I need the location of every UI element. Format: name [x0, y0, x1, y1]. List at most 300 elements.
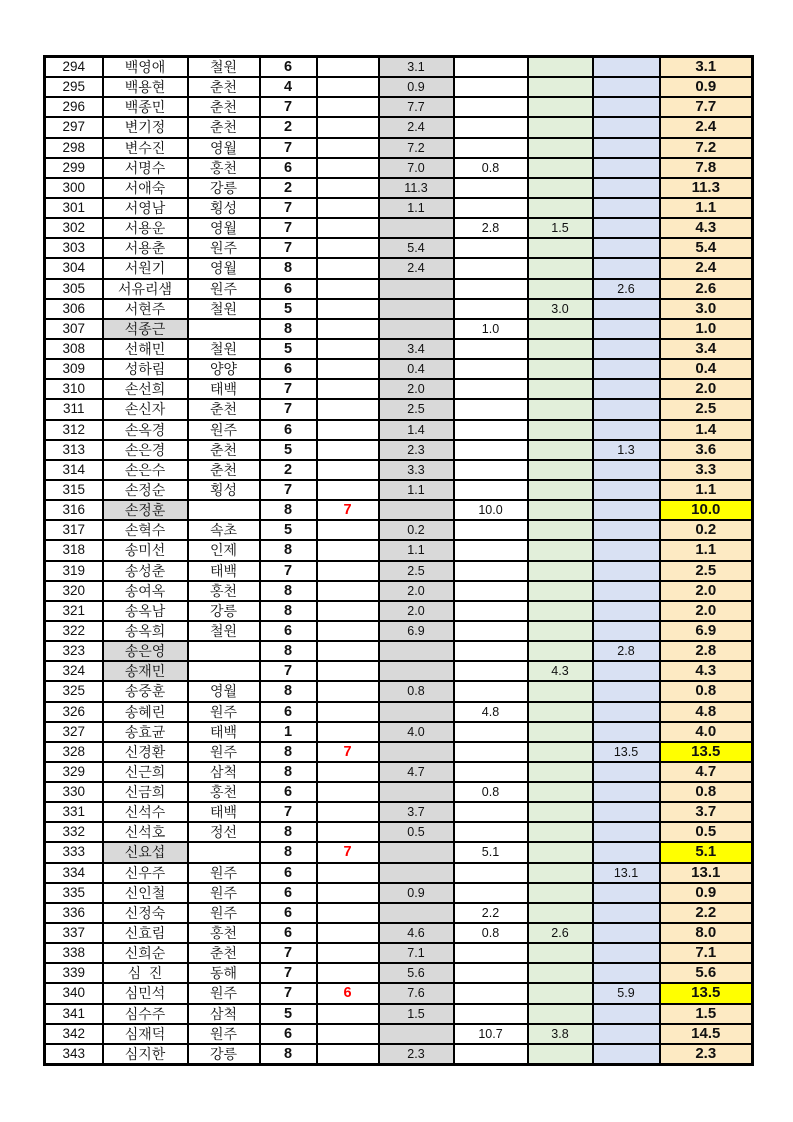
cell-region: 춘천 — [188, 943, 260, 963]
table-row — [45, 77, 753, 97]
cell-grade: 5 — [260, 1004, 317, 1024]
cell-region: 철원 — [188, 339, 260, 359]
cell-total: 1.0 — [660, 319, 753, 339]
cell-score-b — [454, 561, 528, 581]
cell-region: 횡성 — [188, 480, 260, 500]
cell-score-d: 1.3 — [593, 440, 660, 460]
cell-total: 2.0 — [660, 379, 753, 399]
cell-score-a — [379, 299, 454, 319]
cell-score-a — [379, 319, 454, 339]
cell-name: 서명수 — [103, 158, 188, 178]
cell-score-b — [454, 601, 528, 621]
table-row — [45, 681, 753, 701]
cell-score-b — [454, 399, 528, 419]
cell-no: 300 — [45, 178, 103, 198]
cell-name: 백영애 — [103, 57, 188, 78]
cell-no: 306 — [45, 299, 103, 319]
cell-score-d — [593, 77, 660, 97]
cell-grade: 8 — [260, 641, 317, 661]
cell-no: 317 — [45, 520, 103, 540]
cell-name: 신근희 — [103, 762, 188, 782]
cell-name: 신정숙 — [103, 903, 188, 923]
cell-red-score — [317, 440, 379, 460]
cell-score-b — [454, 742, 528, 762]
table-row — [45, 943, 753, 963]
cell-region: 횡성 — [188, 198, 260, 218]
cell-score-a: 4.6 — [379, 923, 454, 943]
cell-region: 원주 — [188, 903, 260, 923]
cell-name: 성하림 — [103, 359, 188, 379]
cell-red-score — [317, 641, 379, 661]
table-row — [45, 561, 753, 581]
cell-score-a — [379, 279, 454, 299]
cell-no: 336 — [45, 903, 103, 923]
cell-red-score — [317, 581, 379, 601]
cell-grade: 8 — [260, 822, 317, 842]
cell-score-a — [379, 742, 454, 762]
cell-score-b — [454, 480, 528, 500]
cell-region: 원주 — [188, 883, 260, 903]
cell-score-b — [454, 440, 528, 460]
cell-name: 손은수 — [103, 460, 188, 480]
cell-red-score — [317, 943, 379, 963]
table-row — [45, 1004, 753, 1024]
table-row — [45, 540, 753, 560]
cell-name: 송옥희 — [103, 621, 188, 641]
cell-red-score — [317, 722, 379, 742]
cell-total: 5.4 — [660, 238, 753, 258]
table-row — [45, 963, 753, 983]
cell-grade: 6 — [260, 420, 317, 440]
cell-no: 322 — [45, 621, 103, 641]
cell-no: 309 — [45, 359, 103, 379]
cell-total: 0.9 — [660, 883, 753, 903]
cell-score-a: 0.9 — [379, 883, 454, 903]
cell-score-c — [528, 762, 593, 782]
cell-score-c — [528, 480, 593, 500]
cell-no: 316 — [45, 500, 103, 520]
cell-score-c — [528, 702, 593, 722]
cell-score-a — [379, 661, 454, 681]
cell-score-d — [593, 1044, 660, 1065]
cell-score-c — [528, 178, 593, 198]
table-row — [45, 138, 753, 158]
cell-score-d — [593, 420, 660, 440]
cell-grade: 6 — [260, 1024, 317, 1044]
cell-name: 석종근 — [103, 319, 188, 339]
cell-name: 송여옥 — [103, 581, 188, 601]
cell-grade: 6 — [260, 621, 317, 641]
cell-score-c — [528, 601, 593, 621]
cell-region: 정선 — [188, 822, 260, 842]
cell-total: 7.2 — [660, 138, 753, 158]
cell-no: 329 — [45, 762, 103, 782]
cell-score-c — [528, 238, 593, 258]
cell-score-d — [593, 238, 660, 258]
table-row — [45, 1044, 753, 1065]
cell-grade: 6 — [260, 57, 317, 78]
cell-red-score — [317, 762, 379, 782]
cell-score-b: 2.2 — [454, 903, 528, 923]
cell-no: 310 — [45, 379, 103, 399]
cell-no: 333 — [45, 842, 103, 862]
cell-region: 홍천 — [188, 158, 260, 178]
cell-score-a — [379, 842, 454, 862]
table-row — [45, 983, 753, 1003]
cell-score-a: 2.4 — [379, 117, 454, 137]
cell-red-score — [317, 883, 379, 903]
cell-grade: 8 — [260, 319, 317, 339]
cell-score-d — [593, 661, 660, 681]
cell-score-a: 0.8 — [379, 681, 454, 701]
cell-red-score — [317, 923, 379, 943]
cell-score-b — [454, 238, 528, 258]
table-row — [45, 863, 753, 883]
cell-score-a: 1.1 — [379, 198, 454, 218]
cell-name: 송중훈 — [103, 681, 188, 701]
cell-total: 13.1 — [660, 863, 753, 883]
cell-name: 손선희 — [103, 379, 188, 399]
cell-grade: 8 — [260, 258, 317, 278]
cell-name: 심지한 — [103, 1044, 188, 1065]
cell-total: 7.1 — [660, 943, 753, 963]
cell-no: 337 — [45, 923, 103, 943]
cell-score-b: 10.7 — [454, 1024, 528, 1044]
cell-score-d: 2.6 — [593, 279, 660, 299]
table-row — [45, 520, 753, 540]
cell-score-b — [454, 1044, 528, 1065]
cell-total: 4.0 — [660, 722, 753, 742]
cell-region: 철원 — [188, 57, 260, 78]
cell-score-d — [593, 540, 660, 560]
cell-total: 2.5 — [660, 399, 753, 419]
cell-red-score: 7 — [317, 842, 379, 862]
cell-score-b — [454, 983, 528, 1003]
cell-region: 홍천 — [188, 923, 260, 943]
cell-score-b: 0.8 — [454, 923, 528, 943]
table-row — [45, 702, 753, 722]
cell-score-d — [593, 460, 660, 480]
cell-score-c — [528, 440, 593, 460]
cell-score-b — [454, 681, 528, 701]
cell-score-a: 2.0 — [379, 581, 454, 601]
table-row — [45, 218, 753, 238]
table-row — [45, 158, 753, 178]
cell-score-c — [528, 641, 593, 661]
cell-red-score — [317, 198, 379, 218]
cell-grade: 8 — [260, 601, 317, 621]
cell-score-b — [454, 540, 528, 560]
cell-name: 신인철 — [103, 883, 188, 903]
cell-region: 홍천 — [188, 581, 260, 601]
cell-score-c — [528, 198, 593, 218]
cell-red-score: 6 — [317, 983, 379, 1003]
cell-grade: 5 — [260, 520, 317, 540]
cell-region: 춘천 — [188, 117, 260, 137]
cell-region — [188, 842, 260, 862]
cell-grade: 7 — [260, 661, 317, 681]
cell-score-b: 10.0 — [454, 500, 528, 520]
cell-red-score — [317, 158, 379, 178]
cell-red-score — [317, 138, 379, 158]
cell-red-score — [317, 379, 379, 399]
cell-no: 320 — [45, 581, 103, 601]
cell-name: 선해민 — [103, 339, 188, 359]
cell-name: 손정훈 — [103, 500, 188, 520]
cell-name: 신우주 — [103, 863, 188, 883]
cell-score-a: 5.4 — [379, 238, 454, 258]
cell-name: 송은영 — [103, 641, 188, 661]
cell-score-b — [454, 178, 528, 198]
cell-total: 2.4 — [660, 117, 753, 137]
cell-score-a: 7.2 — [379, 138, 454, 158]
cell-no: 308 — [45, 339, 103, 359]
cell-region: 강릉 — [188, 1044, 260, 1065]
cell-total: 6.9 — [660, 621, 753, 641]
cell-name: 서애숙 — [103, 178, 188, 198]
table-row — [45, 923, 753, 943]
cell-no: 304 — [45, 258, 103, 278]
cell-score-b — [454, 460, 528, 480]
cell-score-b — [454, 57, 528, 78]
cell-score-d — [593, 97, 660, 117]
cell-score-a — [379, 782, 454, 802]
cell-score-a: 0.2 — [379, 520, 454, 540]
table-row — [45, 359, 753, 379]
cell-name: 심재덕 — [103, 1024, 188, 1044]
cell-score-c — [528, 359, 593, 379]
cell-score-c — [528, 903, 593, 923]
cell-total: 2.5 — [660, 561, 753, 581]
cell-score-b — [454, 863, 528, 883]
cell-score-c — [528, 983, 593, 1003]
cell-score-d: 13.5 — [593, 742, 660, 762]
cell-score-b — [454, 943, 528, 963]
cell-no: 328 — [45, 742, 103, 762]
cell-score-c: 3.0 — [528, 299, 593, 319]
cell-total: 8.0 — [660, 923, 753, 943]
cell-score-c — [528, 802, 593, 822]
cell-score-a: 1.1 — [379, 540, 454, 560]
cell-red-score — [317, 97, 379, 117]
table-row — [45, 238, 753, 258]
cell-region: 영월 — [188, 138, 260, 158]
cell-score-b — [454, 279, 528, 299]
cell-score-d — [593, 681, 660, 701]
cell-red-score — [317, 57, 379, 78]
cell-score-a — [379, 863, 454, 883]
cell-red-score: 7 — [317, 742, 379, 762]
cell-grade: 6 — [260, 883, 317, 903]
cell-score-a: 7.0 — [379, 158, 454, 178]
cell-score-d: 2.8 — [593, 641, 660, 661]
table-row — [45, 178, 753, 198]
cell-total: 1.1 — [660, 480, 753, 500]
cell-score-b — [454, 97, 528, 117]
cell-red-score — [317, 863, 379, 883]
cell-region: 원주 — [188, 863, 260, 883]
cell-total: 0.8 — [660, 782, 753, 802]
cell-score-b — [454, 379, 528, 399]
cell-name: 신희순 — [103, 943, 188, 963]
cell-total: 0.4 — [660, 359, 753, 379]
cell-score-a: 11.3 — [379, 178, 454, 198]
table-row — [45, 258, 753, 278]
cell-no: 341 — [45, 1004, 103, 1024]
cell-name: 심민석 — [103, 983, 188, 1003]
cell-score-b — [454, 520, 528, 540]
cell-score-c — [528, 379, 593, 399]
cell-grade: 8 — [260, 762, 317, 782]
cell-no: 323 — [45, 641, 103, 661]
cell-region: 원주 — [188, 279, 260, 299]
cell-total: 4.8 — [660, 702, 753, 722]
cell-red-score — [317, 359, 379, 379]
cell-grade: 7 — [260, 943, 317, 963]
cell-name: 서용운 — [103, 218, 188, 238]
cell-name: 백용현 — [103, 77, 188, 97]
cell-no: 312 — [45, 420, 103, 440]
cell-region: 원주 — [188, 983, 260, 1003]
cell-score-d — [593, 480, 660, 500]
cell-no: 326 — [45, 702, 103, 722]
cell-score-b — [454, 883, 528, 903]
cell-grade: 4 — [260, 77, 317, 97]
cell-score-c — [528, 420, 593, 440]
cell-name: 손신자 — [103, 399, 188, 419]
cell-score-c — [528, 561, 593, 581]
cell-name: 서용춘 — [103, 238, 188, 258]
cell-total: 2.6 — [660, 279, 753, 299]
cell-score-d — [593, 258, 660, 278]
cell-region: 영월 — [188, 681, 260, 701]
cell-grade: 8 — [260, 500, 317, 520]
cell-name: 서현주 — [103, 299, 188, 319]
cell-region: 원주 — [188, 238, 260, 258]
table-row — [45, 822, 753, 842]
cell-total: 7.7 — [660, 97, 753, 117]
cell-grade: 7 — [260, 561, 317, 581]
cell-name: 변수진 — [103, 138, 188, 158]
cell-score-d — [593, 581, 660, 601]
cell-score-a: 1.1 — [379, 480, 454, 500]
cell-red-score — [317, 520, 379, 540]
cell-total: 2.2 — [660, 903, 753, 923]
cell-score-b: 4.8 — [454, 702, 528, 722]
table-row — [45, 279, 753, 299]
cell-score-a: 4.0 — [379, 722, 454, 742]
cell-region: 영월 — [188, 218, 260, 238]
cell-score-c — [528, 77, 593, 97]
cell-no: 342 — [45, 1024, 103, 1044]
cell-total: 0.8 — [660, 681, 753, 701]
table-row — [45, 198, 753, 218]
table-row — [45, 460, 753, 480]
cell-score-d — [593, 601, 660, 621]
cell-score-a: 2.0 — [379, 601, 454, 621]
cell-grade: 6 — [260, 158, 317, 178]
cell-name: 손혁수 — [103, 520, 188, 540]
cell-no: 302 — [45, 218, 103, 238]
cell-name: 송효균 — [103, 722, 188, 742]
cell-region: 인제 — [188, 540, 260, 560]
cell-score-d — [593, 822, 660, 842]
cell-region: 춘천 — [188, 460, 260, 480]
cell-total: 11.3 — [660, 178, 753, 198]
cell-score-c — [528, 97, 593, 117]
cell-grade: 8 — [260, 842, 317, 862]
cell-total: 1.1 — [660, 540, 753, 560]
cell-region: 양양 — [188, 359, 260, 379]
cell-red-score — [317, 218, 379, 238]
cell-score-c — [528, 842, 593, 862]
cell-region: 강릉 — [188, 178, 260, 198]
cell-score-a: 3.7 — [379, 802, 454, 822]
cell-total: 2.3 — [660, 1044, 753, 1065]
cell-total: 10.0 — [660, 500, 753, 520]
cell-region: 삼척 — [188, 1004, 260, 1024]
cell-region: 철원 — [188, 299, 260, 319]
cell-grade: 7 — [260, 379, 317, 399]
table-row — [45, 601, 753, 621]
cell-total: 3.0 — [660, 299, 753, 319]
cell-no: 321 — [45, 601, 103, 621]
cell-total: 7.8 — [660, 158, 753, 178]
cell-score-d — [593, 802, 660, 822]
cell-no: 332 — [45, 822, 103, 842]
cell-score-d — [593, 722, 660, 742]
cell-score-c — [528, 621, 593, 641]
cell-score-a: 1.4 — [379, 420, 454, 440]
cell-total: 1.5 — [660, 1004, 753, 1024]
table-row — [45, 802, 753, 822]
cell-total: 1.1 — [660, 198, 753, 218]
cell-name: 손은경 — [103, 440, 188, 460]
cell-score-a: 2.4 — [379, 258, 454, 278]
cell-total: 5.6 — [660, 963, 753, 983]
cell-region: 철원 — [188, 621, 260, 641]
cell-grade: 7 — [260, 138, 317, 158]
cell-score-d — [593, 1004, 660, 1024]
table-row — [45, 661, 753, 681]
cell-score-c: 4.3 — [528, 661, 593, 681]
cell-score-d — [593, 158, 660, 178]
cell-score-b — [454, 661, 528, 681]
cell-total: 14.5 — [660, 1024, 753, 1044]
cell-grade: 6 — [260, 279, 317, 299]
cell-region: 원주 — [188, 742, 260, 762]
cell-score-b — [454, 77, 528, 97]
cell-name: 신석수 — [103, 802, 188, 822]
cell-grade: 6 — [260, 923, 317, 943]
cell-score-a: 2.5 — [379, 561, 454, 581]
cell-grade: 6 — [260, 782, 317, 802]
cell-no: 338 — [45, 943, 103, 963]
cell-no: 324 — [45, 661, 103, 681]
cell-no: 343 — [45, 1044, 103, 1065]
cell-score-a: 7.1 — [379, 943, 454, 963]
cell-grade: 5 — [260, 299, 317, 319]
cell-score-c — [528, 258, 593, 278]
cell-red-score — [317, 117, 379, 137]
cell-region: 속초 — [188, 520, 260, 540]
cell-total: 13.5 — [660, 983, 753, 1003]
table-row — [45, 299, 753, 319]
table-row — [45, 379, 753, 399]
cell-grade: 2 — [260, 460, 317, 480]
cell-score-c: 2.6 — [528, 923, 593, 943]
cell-grade: 7 — [260, 399, 317, 419]
